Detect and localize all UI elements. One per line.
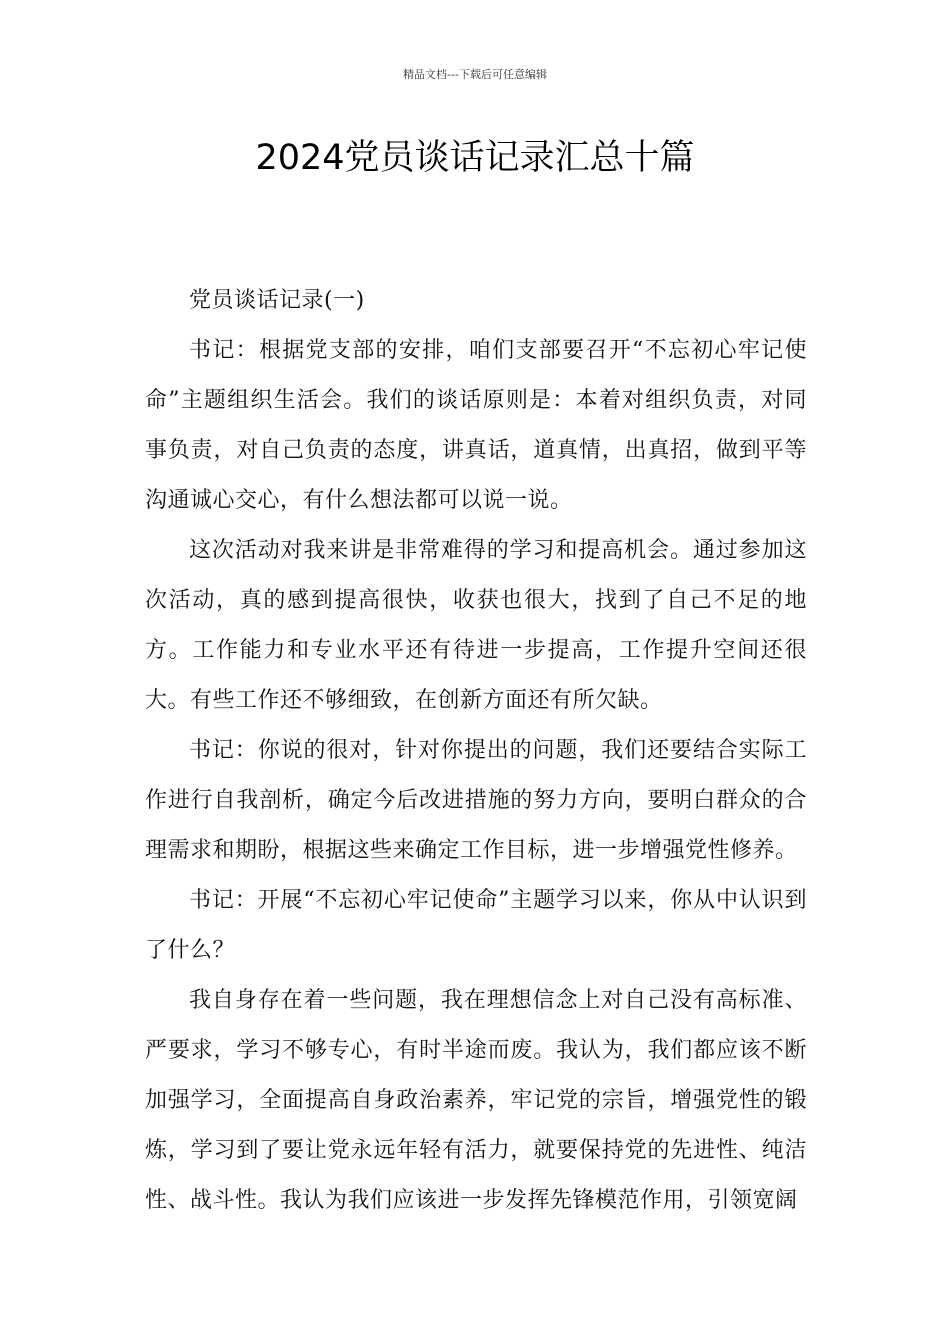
- section-heading: 党员谈话记录(一): [189, 288, 365, 313]
- paragraph: 这次活动对我来讲是非常难得的学习和提高机会。通过参加这次活动，真的感到提高很快，收获也很大，找到了自己不足的地方。工作能力和专业水平还有待进一步提高，工作提升空间还很大。有些工作还不够细致，在创新方面还有所欠缺。: [145, 538, 807, 713]
- paragraph: 书记：你说的很对，针对你提出的问题，我们还要结合实际工作进行自我剖析，确定今后改进措施的努力方向，要明白群众的合理需求和期盼，根据这些来确定工作目标，进一步增强党性修养。: [145, 738, 807, 863]
- paragraph: 书记：开展“不忘初心牢记使命”主题学习以来，你从中认识到了什么？: [145, 888, 807, 963]
- paragraph: 我自身存在着一些问题，我在理想信念上对自己没有高标准、严要求，学习不够专心，有时半途而废。我认为，我们都应该不断加强学习，全面提高自身政治素养，牢记党的宗旨，增强党性的锻炼，学习到了要让党永远年轻有活力，就要保持党的先进性、纯洁性、战斗性。我认为我们应该进一步发挥先锋模范作用，引领宽阔: [145, 988, 807, 1213]
- page-header-note: 精品文档---下载后可任意编辑: [403, 68, 547, 81]
- paragraph: 书记：根据党支部的安排，咱们支部要召开“不忘初心牢记使命”主题组织生活会。我们的谈话原则是：本着对组织负责，对同事负责，对自己负责的态度，讲真话，道真情，出真招，做到平等沟通诚心交心，有什么想法都可以说一说。: [145, 338, 807, 513]
- document-title: 2024党员谈话记录汇总十篇: [255, 138, 695, 178]
- document-body: [145, 276, 807, 1226]
